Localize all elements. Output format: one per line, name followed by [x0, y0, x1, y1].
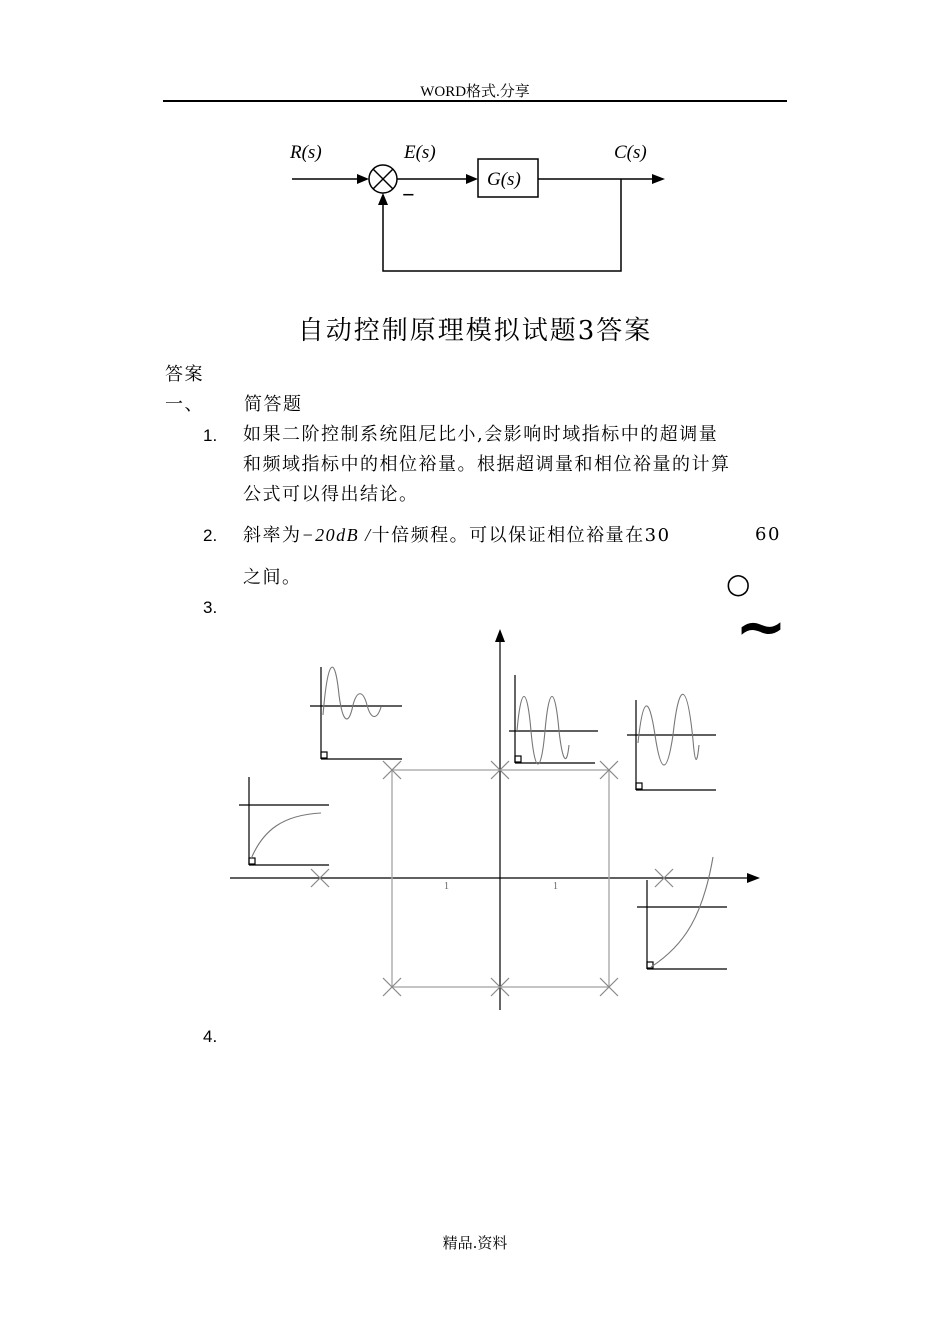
pole-location-diagram: [225, 625, 770, 1015]
inset-underdamped-response: [310, 667, 402, 759]
section-title: 简答题: [244, 394, 303, 415]
inset-monotonic-divergent-response: [637, 857, 727, 969]
inset-overdamped-response: [239, 777, 329, 865]
item-2-suffix: 十倍频程。可以保证相位裕量在30: [371, 525, 671, 546]
tick-label-left: 1: [444, 881, 449, 892]
header-rule: [163, 100, 787, 102]
page-footer: 精品.资料: [442, 1234, 508, 1252]
item-1-line-3: 公式可以得出结论。: [243, 484, 419, 505]
error-label: E(s): [404, 142, 436, 163]
item-2-value2: 60: [755, 524, 781, 545]
real-axis-arrow: [747, 873, 760, 883]
item-1-line-2: 和频域指标中的相位裕量。根据超调量和相位裕量的计算: [243, 454, 731, 475]
item-2-line-1: [243, 520, 671, 551]
answer-heading: 答案: [165, 364, 204, 385]
item-1-number: 1.: [203, 426, 218, 445]
block-diagram: [280, 130, 680, 280]
item-1-line-1: 如果二阶控制系统阻尼比小,会影响时域指标中的超调量: [243, 424, 719, 445]
item-1-text: [243, 420, 731, 510]
section-number: 一、: [165, 394, 204, 415]
feedback-path: [383, 179, 621, 271]
item-4-number: 4.: [203, 1027, 218, 1046]
input-label: R(s): [290, 142, 322, 163]
slope-expression: −20dB /: [301, 525, 372, 545]
block-label: G(s): [487, 169, 521, 190]
tick-label-right: 1: [553, 881, 558, 892]
imaginary-axis-arrow: [495, 629, 505, 642]
feedback-sign: −: [402, 182, 415, 207]
item-2-line-2: 之间。: [243, 567, 302, 588]
inset-divergent-response: [627, 694, 716, 790]
item-2-prefix: 斜率为: [243, 525, 302, 546]
tilde-symbol: ~: [735, 590, 787, 663]
degree-symbol: ○: [726, 567, 751, 600]
page-title: 自动控制原理模拟试题3答案: [297, 316, 653, 346]
item-3-number: 3.: [203, 598, 218, 617]
page-header: WORD格式.分享: [420, 84, 530, 100]
inset-undamped-response: [509, 675, 598, 764]
output-label: C(s): [614, 142, 647, 163]
item-2-number: 2.: [203, 526, 218, 545]
